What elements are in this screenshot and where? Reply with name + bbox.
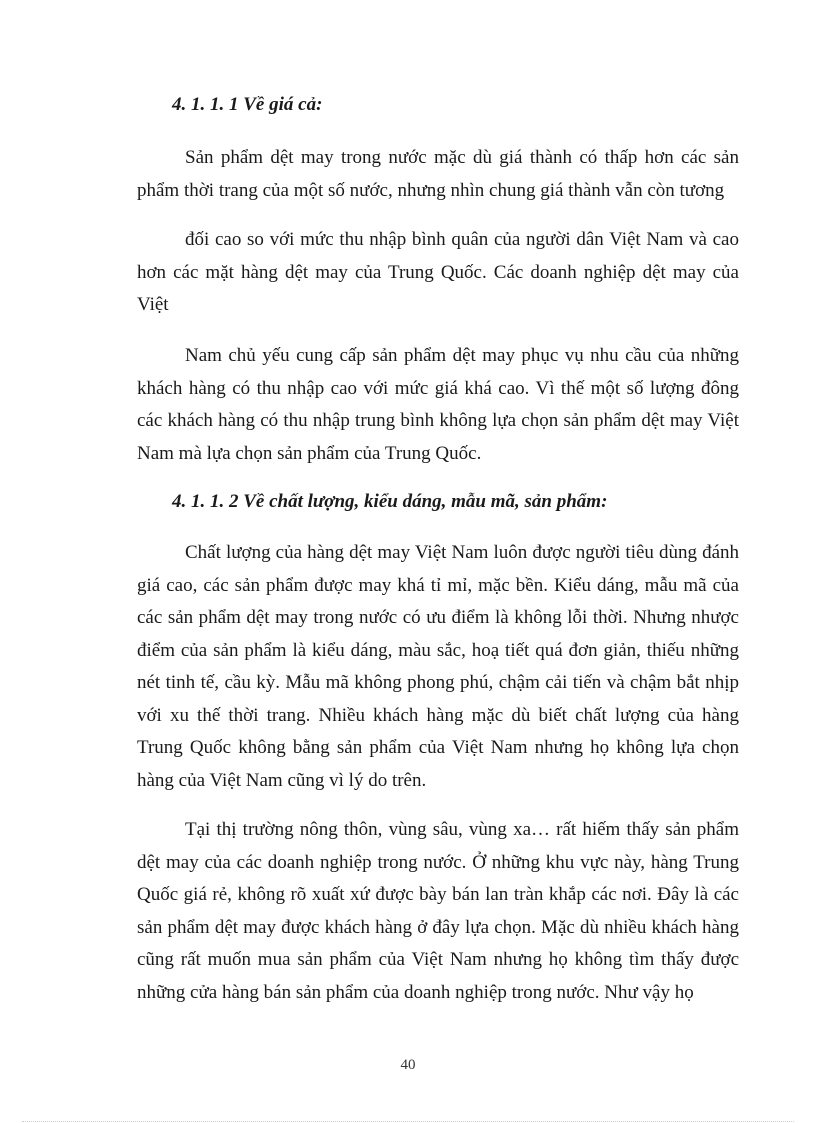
page-bottom-divider	[22, 1121, 794, 1122]
paragraph-price-2: đối cao so với mức thu nhập bình quân của người dân Việt Nam và cao hơn các mặt hàng dệt may của Trung Quốc. Các doanh nghiệp dệt may của Việt	[137, 229, 739, 315]
paragraph-quality-2: Tại thị trường nông thôn, vùng sâu, vùng xa… rất hiếm thấy sản phẩm dệt may của các doanh nghiệp trong nước. Ở những khu vực này, hàng Trung Quốc giá rẻ, không rõ xuất xứ được bày bán lan tràn khắp các nơi. Đây là các sản phẩm dệt may được khách hàng ở đây lựa chọn. Mặc dù nhiều khách hàng cũng rất muốn mua sản phẩm của Việt Nam nhưng họ không tìm thấy được những cửa hàng bán sản phẩm của doanh nghiệp trong nước. Như vậy họ	[137, 819, 739, 1003]
paragraph-quality-1: Chất lượng của hàng dệt may Việt Nam luôn được người tiêu dùng đánh giá cao, các sản phẩm được may khá tỉ mỉ, mặc bền. Kiểu dáng, mẫu mã của các sản phẩm dệt may trong nước có ưu điểm là không lỗi thời. Nhưng nhược điểm của sản phẩm là kiểu dáng, màu sắc, hoạ tiết quá đơn giản, thiếu những nét tinh tế, cầu kỳ. Mẫu mã không phong phú, chậm cải tiến và chậm bắt nhịp với xu thế thời trang. Nhiều khách hàng mặc dù biết chất lượng của hàng Trung Quốc không bằng sản phẩm của Việt Nam nhưng họ không lựa chọn hàng của Việt Nam cũng vì lý do trên.	[137, 542, 739, 791]
section-heading-quality: 4. 1. 1. 2 Về chất lượng, kiểu dáng, mẫu mã, sản phẩm:	[172, 491, 608, 512]
paragraph-price-3: Nam chủ yếu cung cấp sản phẩm dệt may phục vụ nhu cầu của những khách hàng có thu nhập cao với mức giá khá cao. Vì thế một số lượng đông các khách hàng có thu nhập trung bình không lựa chọn sản phẩm dệt may Việt Nam mà lựa chọn sản phẩm của Trung Quốc.	[137, 345, 739, 464]
page-number: 40	[400, 1057, 416, 1073]
section-heading-price: 4. 1. 1. 1 Về giá cả:	[172, 94, 323, 115]
paragraph-price-1: Sản phẩm dệt may trong nước mặc dù giá thành có thấp hơn các sản phẩm thời trang của một số nước, nhưng nhìn chung giá thành vẫn còn tương	[137, 147, 739, 201]
